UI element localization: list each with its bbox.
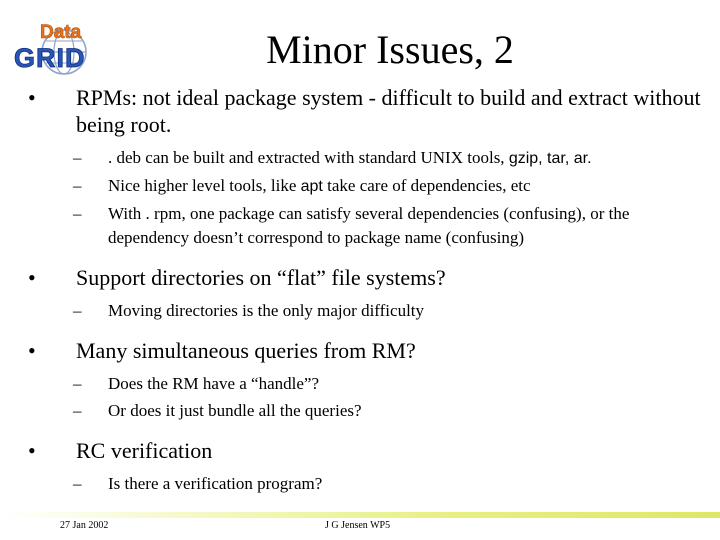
bullet-rm-queries [26,337,706,364]
datagrid-logo [10,18,118,76]
sub-item-text: take care of dependencies, etc [322,176,531,195]
bullet-rpms [26,84,706,138]
datagrid-logo-graphic [10,18,118,76]
bullet-glyph: • [28,338,36,363]
dash-glyph: – [73,474,82,493]
sub-list-flat-fs [26,299,706,323]
sub-list-rpms [26,146,706,250]
sub-item-rpm-deps [26,202,706,250]
sub-item-handle [26,372,706,396]
sub-item-text: Is there a verification program? [108,474,323,493]
sub-item-code: gzip, tar, ar. [508,150,592,167]
sub-item-text: . deb can be built and extracted with standard UNIX tools, [108,148,509,167]
logo-text-grid: GRID [14,43,86,73]
dash-glyph: – [73,374,82,393]
sub-item-apt [26,174,706,199]
footer-divider [0,512,720,518]
bullet-rc-verification [26,437,706,464]
bullet-flat-fs [26,264,706,291]
sub-item-deb [26,146,706,171]
sub-item-text: Or does it just bundle all the queries? [108,401,362,420]
sub-item-text: With . rpm, one package can satisfy several dependencies (confusing), or the dependency doesn’t correspond to package name (confusing) [108,204,630,247]
sub-item-verification-program [26,472,706,496]
bullet-text: RC verification [76,438,213,463]
dash-glyph: – [73,301,82,320]
logo-text-data: Data [40,22,82,43]
footer-author: J G Jensen WP5 [325,520,391,531]
sub-list-rm-queries [26,372,706,423]
footer-date: 27 Jan 2002 [60,520,109,531]
sub-item-text: Nice higher level tools, like [108,176,301,195]
dash-glyph: – [73,204,82,223]
bullet-text: RPMs: not ideal package system - difficult to build and extract without being root. [76,85,701,137]
slide-title: Minor Issues, 2 [266,27,514,72]
sub-item-text: Does the RM have a “handle”? [108,374,319,393]
dash-glyph: – [73,148,82,167]
sub-item-bundle [26,399,706,423]
bullet-glyph: • [28,85,36,110]
dash-glyph: – [73,401,82,420]
sub-list-rc-verification [26,472,706,496]
dash-glyph: – [73,176,82,195]
bullet-glyph: • [28,438,36,463]
bullet-text: Many simultaneous queries from RM? [76,338,416,363]
bullet-glyph: • [28,265,36,290]
sub-item-text: Moving directories is the only major difficulty [108,301,425,320]
bullet-text: Support directories on “flat” file systems? [76,265,446,290]
sub-item-code: apt [300,178,323,195]
sub-item-moving-dirs [26,299,706,323]
slide-content [26,84,706,510]
